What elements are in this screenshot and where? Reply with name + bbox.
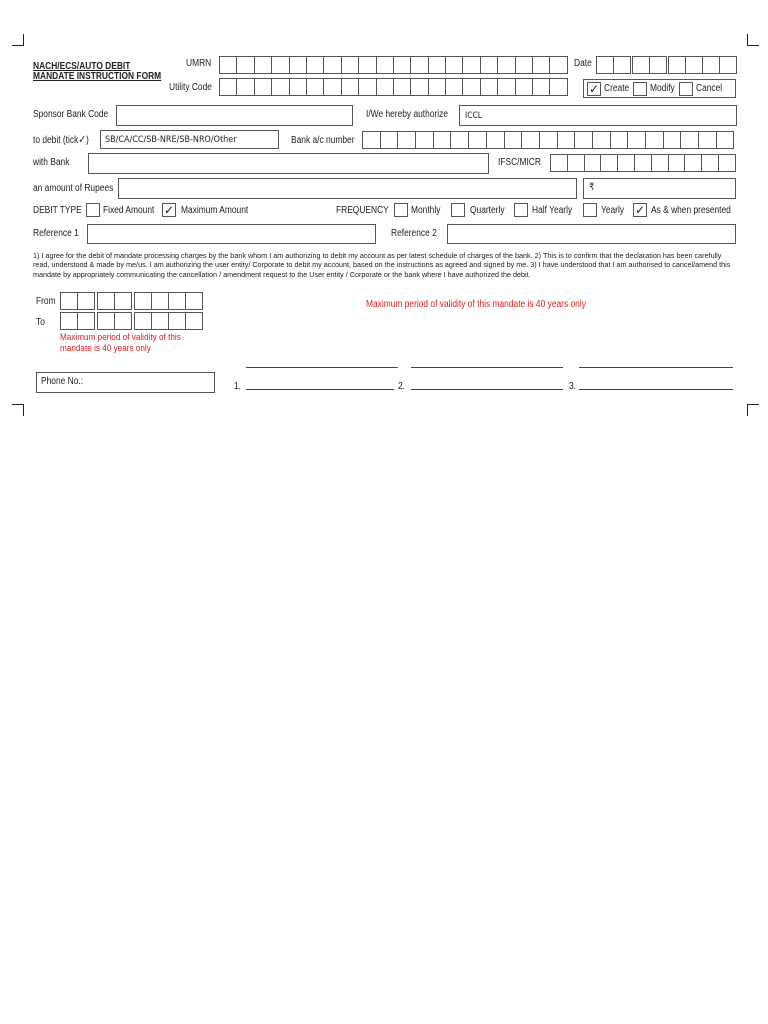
character-cell[interactable] [381,132,399,148]
character-cell[interactable] [611,132,629,148]
character-cell[interactable] [169,313,186,329]
reference1-label: Reference 1 [33,228,79,239]
character-cell[interactable] [575,132,593,148]
character-cell[interactable] [78,313,95,329]
character-cell[interactable] [377,57,394,73]
as-when-presented-label: As & when presented [651,205,731,216]
umrn-label: UMRN [186,58,212,69]
character-cell[interactable] [717,132,735,148]
to-date-year[interactable] [134,312,203,330]
character-cell[interactable] [652,155,669,171]
character-cell[interactable] [416,132,434,148]
character-cell[interactable] [342,57,359,73]
monthly-checkbox[interactable] [394,203,408,217]
character-cell[interactable] [533,79,550,95]
monthly-label: Monthly [411,205,441,216]
character-cell[interactable] [359,79,376,95]
character-cell[interactable] [446,79,463,95]
validity-note-small [60,332,181,354]
modify-checkbox[interactable] [633,82,647,96]
character-cell[interactable] [220,79,237,95]
character-cell[interactable] [487,132,505,148]
from-date-day[interactable] [60,292,95,310]
to-date-day[interactable] [60,312,95,330]
date-cells-day[interactable] [596,56,631,74]
character-cell[interactable] [669,57,686,73]
character-cell[interactable] [377,79,394,95]
yearly-checkbox[interactable] [583,203,597,217]
signature-line-2-top [411,367,563,368]
character-cell[interactable] [585,155,602,171]
quarterly-label: Quarterly [470,205,505,216]
character-cell[interactable] [78,293,95,309]
validity-note: Maximum period of validity of this mandate is 40 years only [366,299,586,310]
to-date-month[interactable] [97,312,132,330]
character-cell[interactable] [115,293,132,309]
authorize-label: I/We hereby authorize [366,109,449,120]
character-cell[interactable] [635,155,652,171]
character-cell[interactable] [135,293,152,309]
character-cell[interactable] [550,79,567,95]
character-cell[interactable] [469,132,487,148]
maximum-amount-checkbox[interactable]: ✓ [163,203,175,217]
signature-line-3-top [579,367,733,368]
amount-label: an amount of Rupees [33,183,114,194]
character-cell[interactable] [650,57,667,73]
character-cell[interactable] [115,313,132,329]
signature-line-1[interactable] [246,389,394,390]
character-cell[interactable] [61,293,78,309]
signature-line-3[interactable] [579,389,733,390]
rupee-symbol: ₹ [589,182,595,193]
fixed-amount-checkbox[interactable] [86,203,100,217]
character-cell[interactable] [451,132,469,148]
character-cell[interactable] [429,57,446,73]
frequency-label: FREQUENCY [336,205,389,216]
character-cell[interactable] [505,132,523,148]
character-cell[interactable] [720,57,737,73]
character-cell[interactable] [699,132,717,148]
signature-line-2[interactable] [411,389,563,390]
date-label: Date [574,58,592,69]
character-cell[interactable] [272,57,289,73]
half-yearly-checkbox[interactable] [514,203,528,217]
character-cell[interactable] [237,79,254,95]
create-label: Create [604,83,630,94]
character-cell[interactable] [601,155,618,171]
declaration-text: 1) I agree for the debit of mandate processing charges by the bank whom I am authorizing to debit my account as per latest schedule of charges of the bank. 2) This is to confirm that the declaration has been carefully read, understood & made by me/us. I am authorizing the user entity/ Corporate to debit my account, based on the instructions as agreed and signed by me. 3) I have understood that I am authorised to cancel/amend this mandate by appropriately communicating the cancellation / amendment request to the User entity / Corporate or the bank where I have authorized the debit. [33,251,731,279]
character-cell[interactable] [237,57,254,73]
character-cell[interactable] [186,313,203,329]
debit-type-label: DEBIT TYPE [33,205,82,216]
utility-code-label: Utility Code [169,82,212,93]
character-cell[interactable] [411,79,428,95]
amount-words-input[interactable] [118,178,577,199]
character-cell[interactable] [434,132,452,148]
character-cell[interactable] [568,155,585,171]
character-cell[interactable] [558,132,576,148]
character-cell[interactable] [429,79,446,95]
with-bank-label: with Bank [33,157,70,168]
to-debit-label: to debit (tick✓) [33,133,89,146]
character-cell[interactable] [719,155,736,171]
character-cell[interactable] [359,57,376,73]
character-cell[interactable] [685,155,702,171]
signatory-2-number: 2. [398,381,406,392]
ifsc-micr-label: IFSC/MICR [498,157,541,168]
crop-mark-bottom-left [12,404,24,416]
character-cell[interactable] [342,79,359,95]
character-cell[interactable] [324,57,341,73]
character-cell[interactable] [411,57,428,73]
bank-ac-number-cells[interactable] [362,131,734,149]
validity-note-line2: mandate is 40 years only [60,343,151,354]
form-title-line2: MANDATE INSTRUCTION FORM [33,71,162,82]
authorize-value: ICCL [465,111,483,121]
signatory-1-number: 1. [234,381,242,392]
character-cell[interactable] [463,79,480,95]
character-cell[interactable] [646,132,664,148]
phone-label: Phone No.: [41,376,84,387]
sponsor-bank-code-label: Sponsor Bank Code [33,109,109,120]
character-cell[interactable] [220,57,237,73]
reference1-input[interactable] [87,224,376,244]
sponsor-bank-code-input[interactable] [116,105,353,126]
umrn-cells[interactable] [219,56,568,74]
character-cell[interactable] [398,132,416,148]
character-cell[interactable] [669,155,686,171]
signatory-3-number: 3. [569,381,577,392]
character-cell[interactable] [61,313,78,329]
character-cell[interactable] [628,132,646,148]
character-cell[interactable] [481,79,498,95]
reference2-input[interactable] [447,224,736,244]
character-cell[interactable] [255,79,272,95]
maximum-amount-label: Maximum Amount [181,205,249,216]
character-cell[interactable] [614,57,631,73]
character-cell[interactable] [307,57,324,73]
cancel-label: Cancel [696,83,723,94]
character-cell[interactable] [152,293,169,309]
validity-note-line1: Maximum period of validity of this [60,332,181,343]
create-checkbox[interactable]: ✓ [588,82,600,96]
character-cell[interactable] [463,57,480,73]
account-type-options: SB/CA/CC/SB-NRE/SB-NRO/Other [105,135,237,145]
character-cell[interactable] [516,79,533,95]
authorize-input[interactable] [459,105,737,126]
character-cell[interactable] [481,57,498,73]
signature-line-1-top [246,367,398,368]
modify-label: Modify [650,83,675,94]
date-cells-month[interactable] [632,56,667,74]
character-cell[interactable] [498,57,515,73]
character-cell[interactable] [290,79,307,95]
form-title-line1: NACH/ECS/AUTO DEBIT [33,61,131,72]
character-cell[interactable] [135,313,152,329]
character-cell[interactable] [516,57,533,73]
date-cells-year[interactable] [668,56,737,74]
character-cell[interactable] [533,57,550,73]
character-cell[interactable] [593,132,611,148]
character-cell[interactable] [363,132,381,148]
character-cell[interactable] [394,79,411,95]
character-cell[interactable] [169,293,186,309]
character-cell[interactable] [550,57,567,73]
from-date-month[interactable] [97,292,132,310]
yearly-label: Yearly [601,205,625,216]
character-cell[interactable] [618,155,635,171]
character-cell[interactable] [681,132,699,148]
character-cell[interactable] [446,57,463,73]
from-label: From [36,296,56,307]
from-date-year[interactable] [134,292,203,310]
crop-mark-top-right [747,34,759,46]
character-cell[interactable] [551,155,568,171]
character-cell[interactable] [664,132,682,148]
quarterly-checkbox[interactable] [451,203,465,217]
character-cell[interactable] [324,79,341,95]
utility-code-cells[interactable] [219,78,568,96]
bank-ac-number-label: Bank a/c number [291,135,355,146]
half-yearly-label: Half Yearly [532,205,573,216]
character-cell[interactable] [540,132,558,148]
character-cell[interactable] [686,57,703,73]
bank-name-input[interactable] [88,153,489,174]
as-when-presented-checkbox[interactable]: ✓ [634,203,646,217]
character-cell[interactable] [307,79,324,95]
character-cell[interactable] [272,79,289,95]
character-cell[interactable] [255,57,272,73]
character-cell[interactable] [98,313,115,329]
fixed-amount-label: Fixed Amount [103,205,155,216]
character-cell[interactable] [498,79,515,95]
character-cell[interactable] [98,293,115,309]
crop-mark-bottom-right [747,404,759,416]
character-cell[interactable] [597,57,614,73]
character-cell[interactable] [633,57,650,73]
character-cell[interactable] [152,313,169,329]
amount-figures-input[interactable] [583,178,736,199]
character-cell[interactable] [703,57,720,73]
crop-mark-top-left [12,34,24,46]
character-cell[interactable] [394,57,411,73]
character-cell[interactable] [702,155,719,171]
character-cell[interactable] [186,293,203,309]
character-cell[interactable] [522,132,540,148]
cancel-checkbox[interactable] [679,82,693,96]
to-label: To [36,317,45,328]
ifsc-micr-cells[interactable] [550,154,736,172]
character-cell[interactable] [290,57,307,73]
reference2-label: Reference 2 [391,228,437,239]
